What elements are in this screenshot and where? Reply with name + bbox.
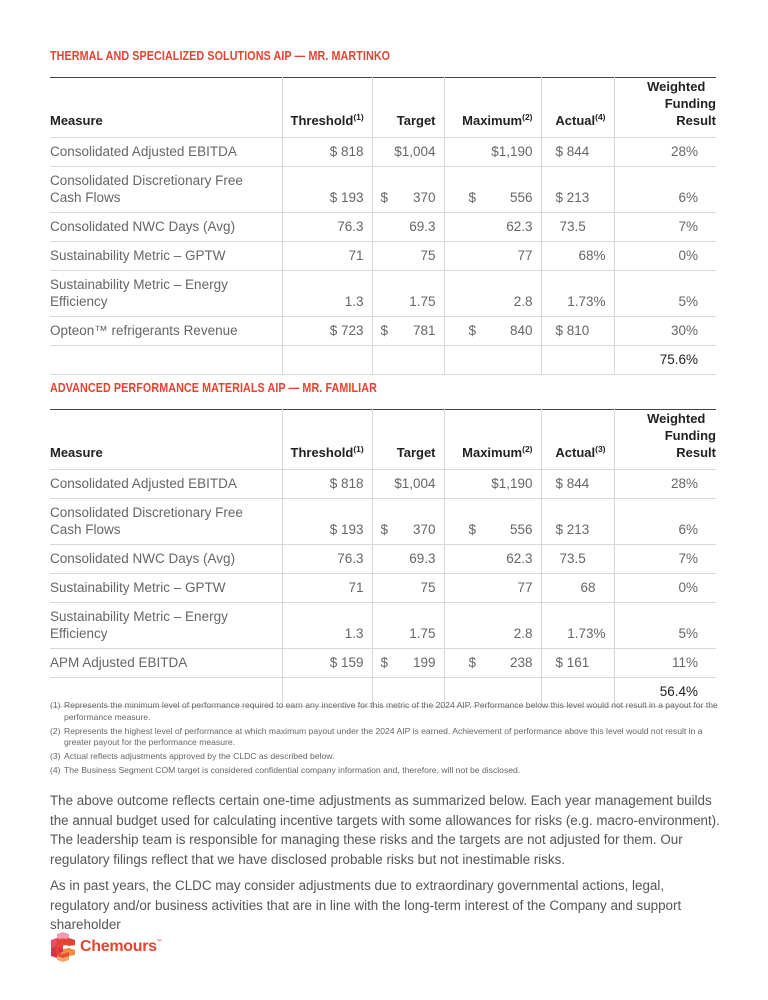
actual-cell: $ 213	[541, 499, 614, 545]
table-row	[50, 603, 716, 649]
table-row	[50, 271, 716, 317]
weighted-cell: 5%	[614, 603, 716, 649]
weighted-cell: 28%	[614, 470, 716, 499]
actual-cell: $ 844	[541, 138, 614, 167]
weighted-cell: 7%	[614, 213, 716, 242]
target-cell: $ 781	[372, 317, 444, 346]
measure-cell: Consolidated NWC Days (Avg)	[50, 551, 236, 566]
maximum-cell: 77	[444, 242, 541, 271]
table-row	[50, 545, 716, 574]
empty-cell	[372, 346, 444, 375]
measure-cell: Consolidated Adjusted EBITDA	[50, 144, 237, 159]
actual-cell: $ 213	[541, 167, 614, 213]
header-target: Target	[372, 410, 444, 470]
measure-cell: Sustainability Metric – GPTW	[50, 580, 226, 595]
body-paragraph-1: The above outcome reflects certain one-time adjustments as summarized below. Each year management builds the annual budget used for calculating incentive targets with some allowances for risks (e.g. macro-environment). The leadership team is responsible for managing these risks and the targets are not adjusted for them. Our regulatory filings reflect that we have disclosed probable risks but not inestimable risks.	[50, 793, 720, 867]
target-cell: $ 370	[372, 167, 444, 213]
section-title-apm: ADVANCED PERFORMANCE MATERIALS AIP — MR. FAMILIAR	[50, 381, 377, 395]
threshold-cell: $ 723	[282, 317, 372, 346]
total-weighted-cell: 56.4%	[614, 678, 716, 707]
header-actual: Actual$^{(3)}$	[541, 410, 614, 470]
threshold-cell: $ 818	[282, 138, 372, 167]
header-threshold: Threshold$^{(1)}$	[282, 410, 372, 470]
measure-cell: Sustainability Metric – GPTW	[50, 248, 226, 263]
empty-cell	[282, 346, 372, 375]
threshold-cell: 76.3	[282, 545, 372, 574]
weighted-cell: 6%	[614, 167, 716, 213]
total-row	[50, 346, 716, 375]
threshold-cell: 76.3	[282, 213, 372, 242]
target-cell: 69.3	[372, 545, 444, 574]
table-row	[50, 213, 716, 242]
maximum-cell: 2.8	[444, 603, 541, 649]
actual-cell: 1.73%	[541, 271, 614, 317]
weighted-cell: 0%	[614, 574, 716, 603]
measure-cell: Sustainability Metric – Energy Efficiency	[50, 277, 228, 309]
header-weighted: Weighted Funding Result	[614, 78, 716, 138]
maximum-cell: $1,190	[444, 470, 541, 499]
empty-cell	[541, 346, 614, 375]
weighted-cell: 0%	[614, 242, 716, 271]
empty-cell	[444, 346, 541, 375]
target-cell: 1.75	[372, 603, 444, 649]
maximum-cell: 2.8	[444, 271, 541, 317]
weighted-cell: 30%	[614, 317, 716, 346]
target-cell: 75	[372, 574, 444, 603]
maximum-cell: $1,190	[444, 138, 541, 167]
footnotes	[50, 700, 720, 779]
footnote-4: (4) The Business Segment COM target is considered confidential company information and, therefore, will not be disclosed.	[50, 765, 521, 776]
footnote-1: (1) Represents the minimum level of performance required to earn any incentive for this metric of the 2024 AIP. Performance below this level would not result in a payout for the performance measure.	[50, 700, 718, 722]
weighted-cell: 11%	[614, 649, 716, 678]
maximum-cell: $ 556	[444, 167, 541, 213]
table-row	[50, 138, 716, 167]
header-threshold: Threshold$^{(1)}$	[282, 78, 372, 138]
header-target: Target	[372, 78, 444, 138]
maximum-cell: $ 238	[444, 649, 541, 678]
header-measure: Measure	[50, 113, 103, 128]
threshold-cell: $ 159	[282, 649, 372, 678]
actual-cell: $ 810	[541, 317, 614, 346]
threshold-cell: $ 818	[282, 470, 372, 499]
measure-cell: Opteon™ refrigerants Revenue	[50, 323, 238, 338]
threshold-cell: 71	[282, 574, 372, 603]
actual-cell: 73.5	[541, 545, 614, 574]
header-maximum: Maximum$^{(2)}$	[444, 410, 541, 470]
footnote-2: (2) Represents the highest level of performance at which maximum payout under the 2024 AIP is earned. Achievement of performance above this level would not result in a greater payout for the performance measure.	[50, 725, 703, 748]
actual-cell: 1.73%	[541, 603, 614, 649]
measure-cell: Consolidated NWC Days (Avg)	[50, 219, 236, 234]
threshold-cell: $ 193	[282, 167, 372, 213]
empty-cell	[50, 346, 282, 375]
actual-cell: $ 161	[541, 649, 614, 678]
measure-cell: Consolidated Adjusted EBITDA	[50, 476, 237, 491]
threshold-cell: 1.3	[282, 603, 372, 649]
actual-cell: $ 844	[541, 470, 614, 499]
table-row	[50, 574, 716, 603]
target-cell: 75	[372, 242, 444, 271]
threshold-cell: $ 193	[282, 499, 372, 545]
target-cell: $1,004	[372, 138, 444, 167]
table-row	[50, 649, 716, 678]
maximum-cell: 77	[444, 574, 541, 603]
table-row	[50, 470, 716, 499]
target-cell: $ 199	[372, 649, 444, 678]
maximum-cell: 62.3	[444, 545, 541, 574]
threshold-cell: 71	[282, 242, 372, 271]
header-measure: Measure	[50, 445, 103, 460]
weighted-cell: 5%	[614, 271, 716, 317]
actual-cell: 73.5	[541, 213, 614, 242]
body-paragraph-2: As in past years, the CLDC may consider adjustments due to extraordinary governmental actions, legal, regulatory and/or business activities that are in line with the long-term interest of the Company and support shareholder	[50, 878, 682, 932]
weighted-cell: 28%	[614, 138, 716, 167]
chemours-logo	[50, 932, 161, 962]
maximum-cell: 62.3	[444, 213, 541, 242]
chemours-hex-icon	[50, 932, 76, 962]
header-weighted: Weighted Funding Result	[614, 410, 716, 470]
target-cell: 1.75	[372, 271, 444, 317]
actual-cell: 68%	[541, 242, 614, 271]
maximum-cell: $ 556	[444, 499, 541, 545]
logo-wordmark: Chemours™	[80, 938, 162, 955]
footnote-3: (3) Actual reflects adjustments approved by the CLDC as described below.	[50, 751, 335, 762]
table-header-row	[50, 78, 716, 138]
threshold-cell: 1.3	[282, 271, 372, 317]
header-maximum: Maximum$^{(2)}$	[444, 78, 541, 138]
total-weighted-cell: 75.6%	[614, 346, 716, 375]
target-cell: 69.3	[372, 213, 444, 242]
section-title-tss: THERMAL AND SPECIALIZED SOLUTIONS AIP — MR. MARTINKO	[50, 49, 391, 63]
table-row	[50, 317, 716, 346]
table-row	[50, 242, 716, 271]
table-row	[50, 167, 716, 213]
target-cell: $ 370	[372, 499, 444, 545]
measure-cell: Consolidated Discretionary Free Cash Flows	[50, 173, 243, 205]
target-cell: $1,004	[372, 470, 444, 499]
apm-aip-table	[50, 409, 716, 707]
table-header-row	[50, 410, 716, 470]
table-row	[50, 499, 716, 545]
measure-cell: APM Adjusted EBITDA	[50, 655, 188, 670]
actual-cell: 68	[541, 574, 614, 603]
measure-cell: Sustainability Metric – Energy Efficiency	[50, 609, 228, 641]
measure-cell: Consolidated Discretionary Free Cash Flows	[50, 505, 243, 537]
tss-aip-table	[50, 77, 716, 375]
weighted-cell: 6%	[614, 499, 716, 545]
weighted-cell: 7%	[614, 545, 716, 574]
maximum-cell: $ 840	[444, 317, 541, 346]
header-actual: Actual$^{(4)}$	[541, 78, 614, 138]
